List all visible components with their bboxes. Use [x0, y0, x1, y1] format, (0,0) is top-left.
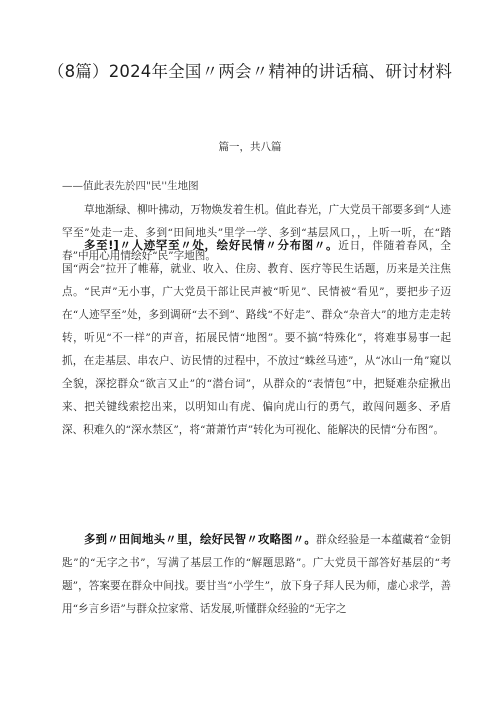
section-heading: 多至!]〃人迹罕至〃处，绘好民情〃分布图〃。	[84, 238, 339, 252]
section-heading: 多到〃田间地头〃里，绘好民智〃攻略图〃。	[84, 532, 316, 546]
paragraph-section-2	[62, 528, 451, 621]
paragraph-text: 群众经验是一本蕴藏着“金钥匙”的“无字之书”，写满了基层工作的“解题思路”。广大党员干部答好基层的“考题”，答案要在群众中间找。要甘当“小学生”，放下身子拜人民为师，虚心求学，善用“乡言乡语”与群众拉家常、话发展,听懂群众经验的“无字之	[62, 534, 451, 615]
paragraph-text: 近日，伴随着春风，全国“两会”拉开了帷幕，就业、收入、住房、教育、医疗等民生话题，历来是关注焦点。“民声”无小事，广大党员干部让民声被“听见”、民情被“看见”，要把步子迈在“人迹罕至”处，多到调研“去不到”、路线“不好走”、群众“杂音大”的地方走走转转，听见“不一样”的声音，拓展民情“地图”。要不搞“特殊化”，将难事易事一起抓，在走基层、串农户、访民情的过程中，不放过“蛛丝马迹”，从“冰山一角”窥以全貌，深挖群众“欲言又止”的“潜台词”，从群众的“表情包”中，把疑难杂症揪出来、把关键线索挖出来，以明知山有虎、偏向虎山行的勇气，敢闯问题多、矛盾深、积难久的“深水禁区”，将“萧萧竹声”转化为可视化、能解决的民情“分布图”。	[62, 240, 452, 436]
paragraph-text: 草地渐绿、柳叶拂动，万物焕发着生机。值此春光，广大党员干部要多到“人迹罕至”处走一走、多到“田间地头”里学一学、多到“基层风口，，上听一听，在“踏春”中用心用情绘好“民”字地图。	[62, 204, 451, 262]
document-title: （8篇）2024年全国〃两会〃精神的讲话稿、研讨材料	[47, 62, 453, 81]
epigraph: ——值此表先於四"民''生地图	[62, 180, 199, 192]
document-subtitle: 篇一，共八篇	[218, 141, 282, 153]
paragraph-section-1	[62, 234, 451, 442]
